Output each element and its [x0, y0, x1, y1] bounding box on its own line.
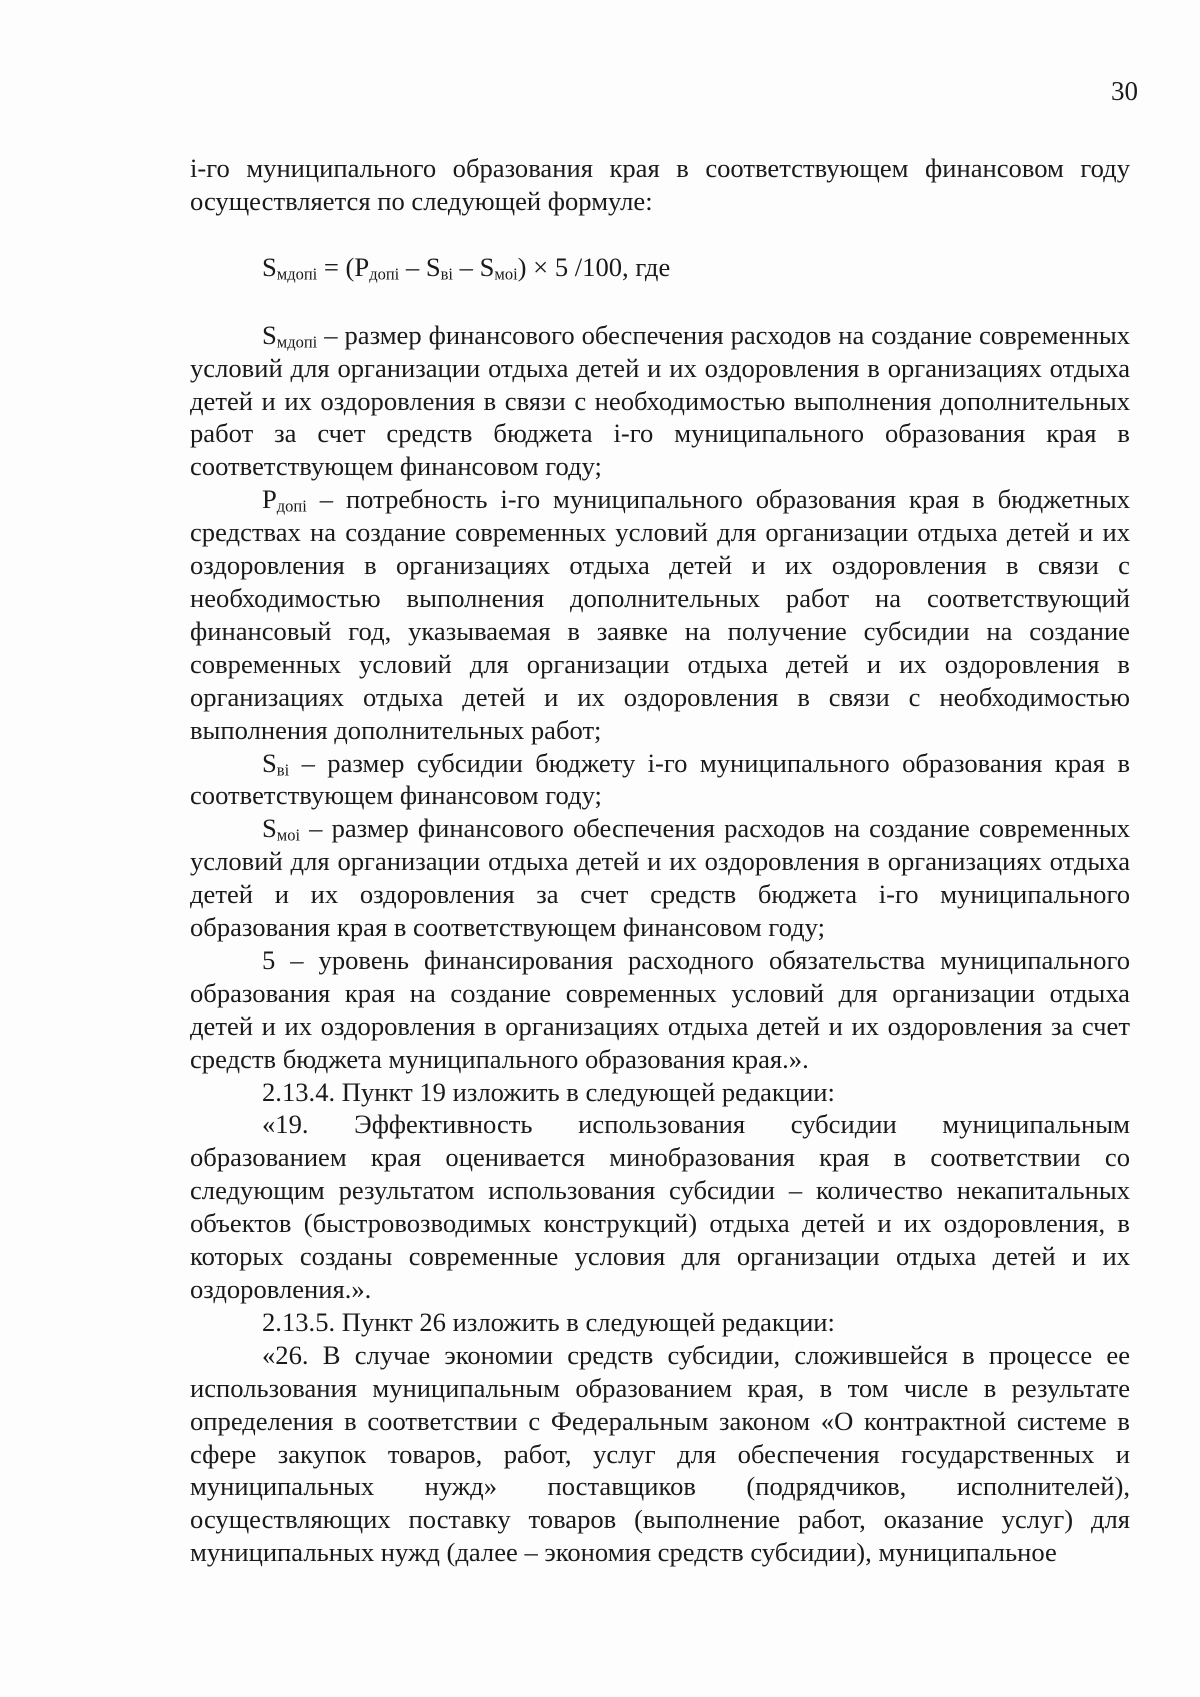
definition-text: – уровень финансирования расходного обязательства муниципального образования края на создание современных условий для организации отдыха детей и их оздоровления в организациях отдыха детей и их оздоровления за счет средств бюджета муниципального образования края.».	[190, 944, 1130, 1074]
formula	[190, 251, 1130, 284]
formula-p: = ($P_{допi}$	[317, 251, 400, 284]
formula-s2: – $S_{моi}$	[453, 251, 518, 284]
paragraph-2-13-5: 2.13.5. Пункт 26 изложить в следующей редакции:	[262, 1306, 835, 1337]
document-body	[190, 152, 1130, 1569]
definition-text: – размер финансового обеспечения расходов на создание современных условий для организации отдыха детей и их оздоровления в организациях отдыха детей и их оздоровления за счет средств бюджета i-го муниципального образования края в соответствующем финансовом году;	[190, 813, 1130, 943]
page-number: 30	[1111, 76, 1138, 106]
definition-level-5	[190, 944, 1130, 1076]
definition-text: – размер финансового обеспечения расходов на создание современных условий для организации отдыха детей и их оздоровления в организациях отдыха детей и их оздоровления в связи с необходимостью выполнения дополнительных работ за счет средств бюджета i-го муниципального образования края в соответствующем финансовом году;	[190, 319, 1130, 482]
formula-s1: – $S_{вi}$	[399, 251, 454, 284]
definition-text: – потребность i-го муниципального образования края в бюджетных средствах на создание современных условий для организации отдыха детей и их оздоровления в организациях отдыха детей и их оздоровления в связи с необходимостью выполнения дополнительных работ на соответствующий финансовый год, указываемая в заявке на получение субсидии на создание современных условий для организации отдыха детей и их оздоровления в организациях отдыха детей и их оздоровления в связи с необходимостью выполнения дополнительных работ;	[190, 484, 1130, 745]
formula-lhs: $S_{мдопi}$	[262, 251, 318, 284]
definition-symbol: $S_{мдопi}$	[262, 319, 318, 352]
definition-symbol: $S_{вi}$	[262, 747, 290, 780]
formula-tail: ) × 5 /100, где	[517, 251, 671, 282]
definition-symbol: 5	[262, 944, 276, 975]
definition-s-v	[190, 747, 1130, 813]
paragraph-point-19: «19. Эффективность использования субсидии муниципальным образованием края оценивается минобразования края в соответствии со следующим результатом использования субсидии – количество некапитальных объектов (быстровозводимых конструкций) отдыха детей и их оздоровления, в которых созданы современные условия для организации отдыха детей и их оздоровления.».	[190, 1109, 1130, 1304]
definition-s-mo	[190, 812, 1130, 944]
paragraph-point-26: «26. В случае экономии средств субсидии, сложившейся в процессе ее использования муниципальным образованием края, в том числе в результате определения в соответствии с Федеральным законом «О контрактной системе в сфере закупок товаров, работ, услуг для обеспечения государственных и муниципальных нужд» поставщиков (подрядчиков, исполнителей), осуществляющих поставку товаров (выполнение работ, оказание услуг) для муниципальных нужд (далее – экономия средств субсидии), муниципальное	[190, 1339, 1130, 1568]
definition-text: – размер субсидии бюджету i-го муниципального образования края в соответствующем финансовом году;	[190, 747, 1130, 811]
paragraph-2-13-4: 2.13.4. Пункт 19 изложить в следующей редакции:	[262, 1076, 835, 1107]
definition-symbol: $S_{моi}$	[262, 813, 301, 845]
intro-paragraph: i-го муниципального образования края в соответствующем финансовом году осуществляется по следующей формуле:	[190, 153, 1130, 216]
definition-s-mdop	[190, 319, 1130, 484]
definition-symbol: $P_{допi}$	[262, 484, 307, 516]
definition-p-dop	[190, 483, 1130, 746]
